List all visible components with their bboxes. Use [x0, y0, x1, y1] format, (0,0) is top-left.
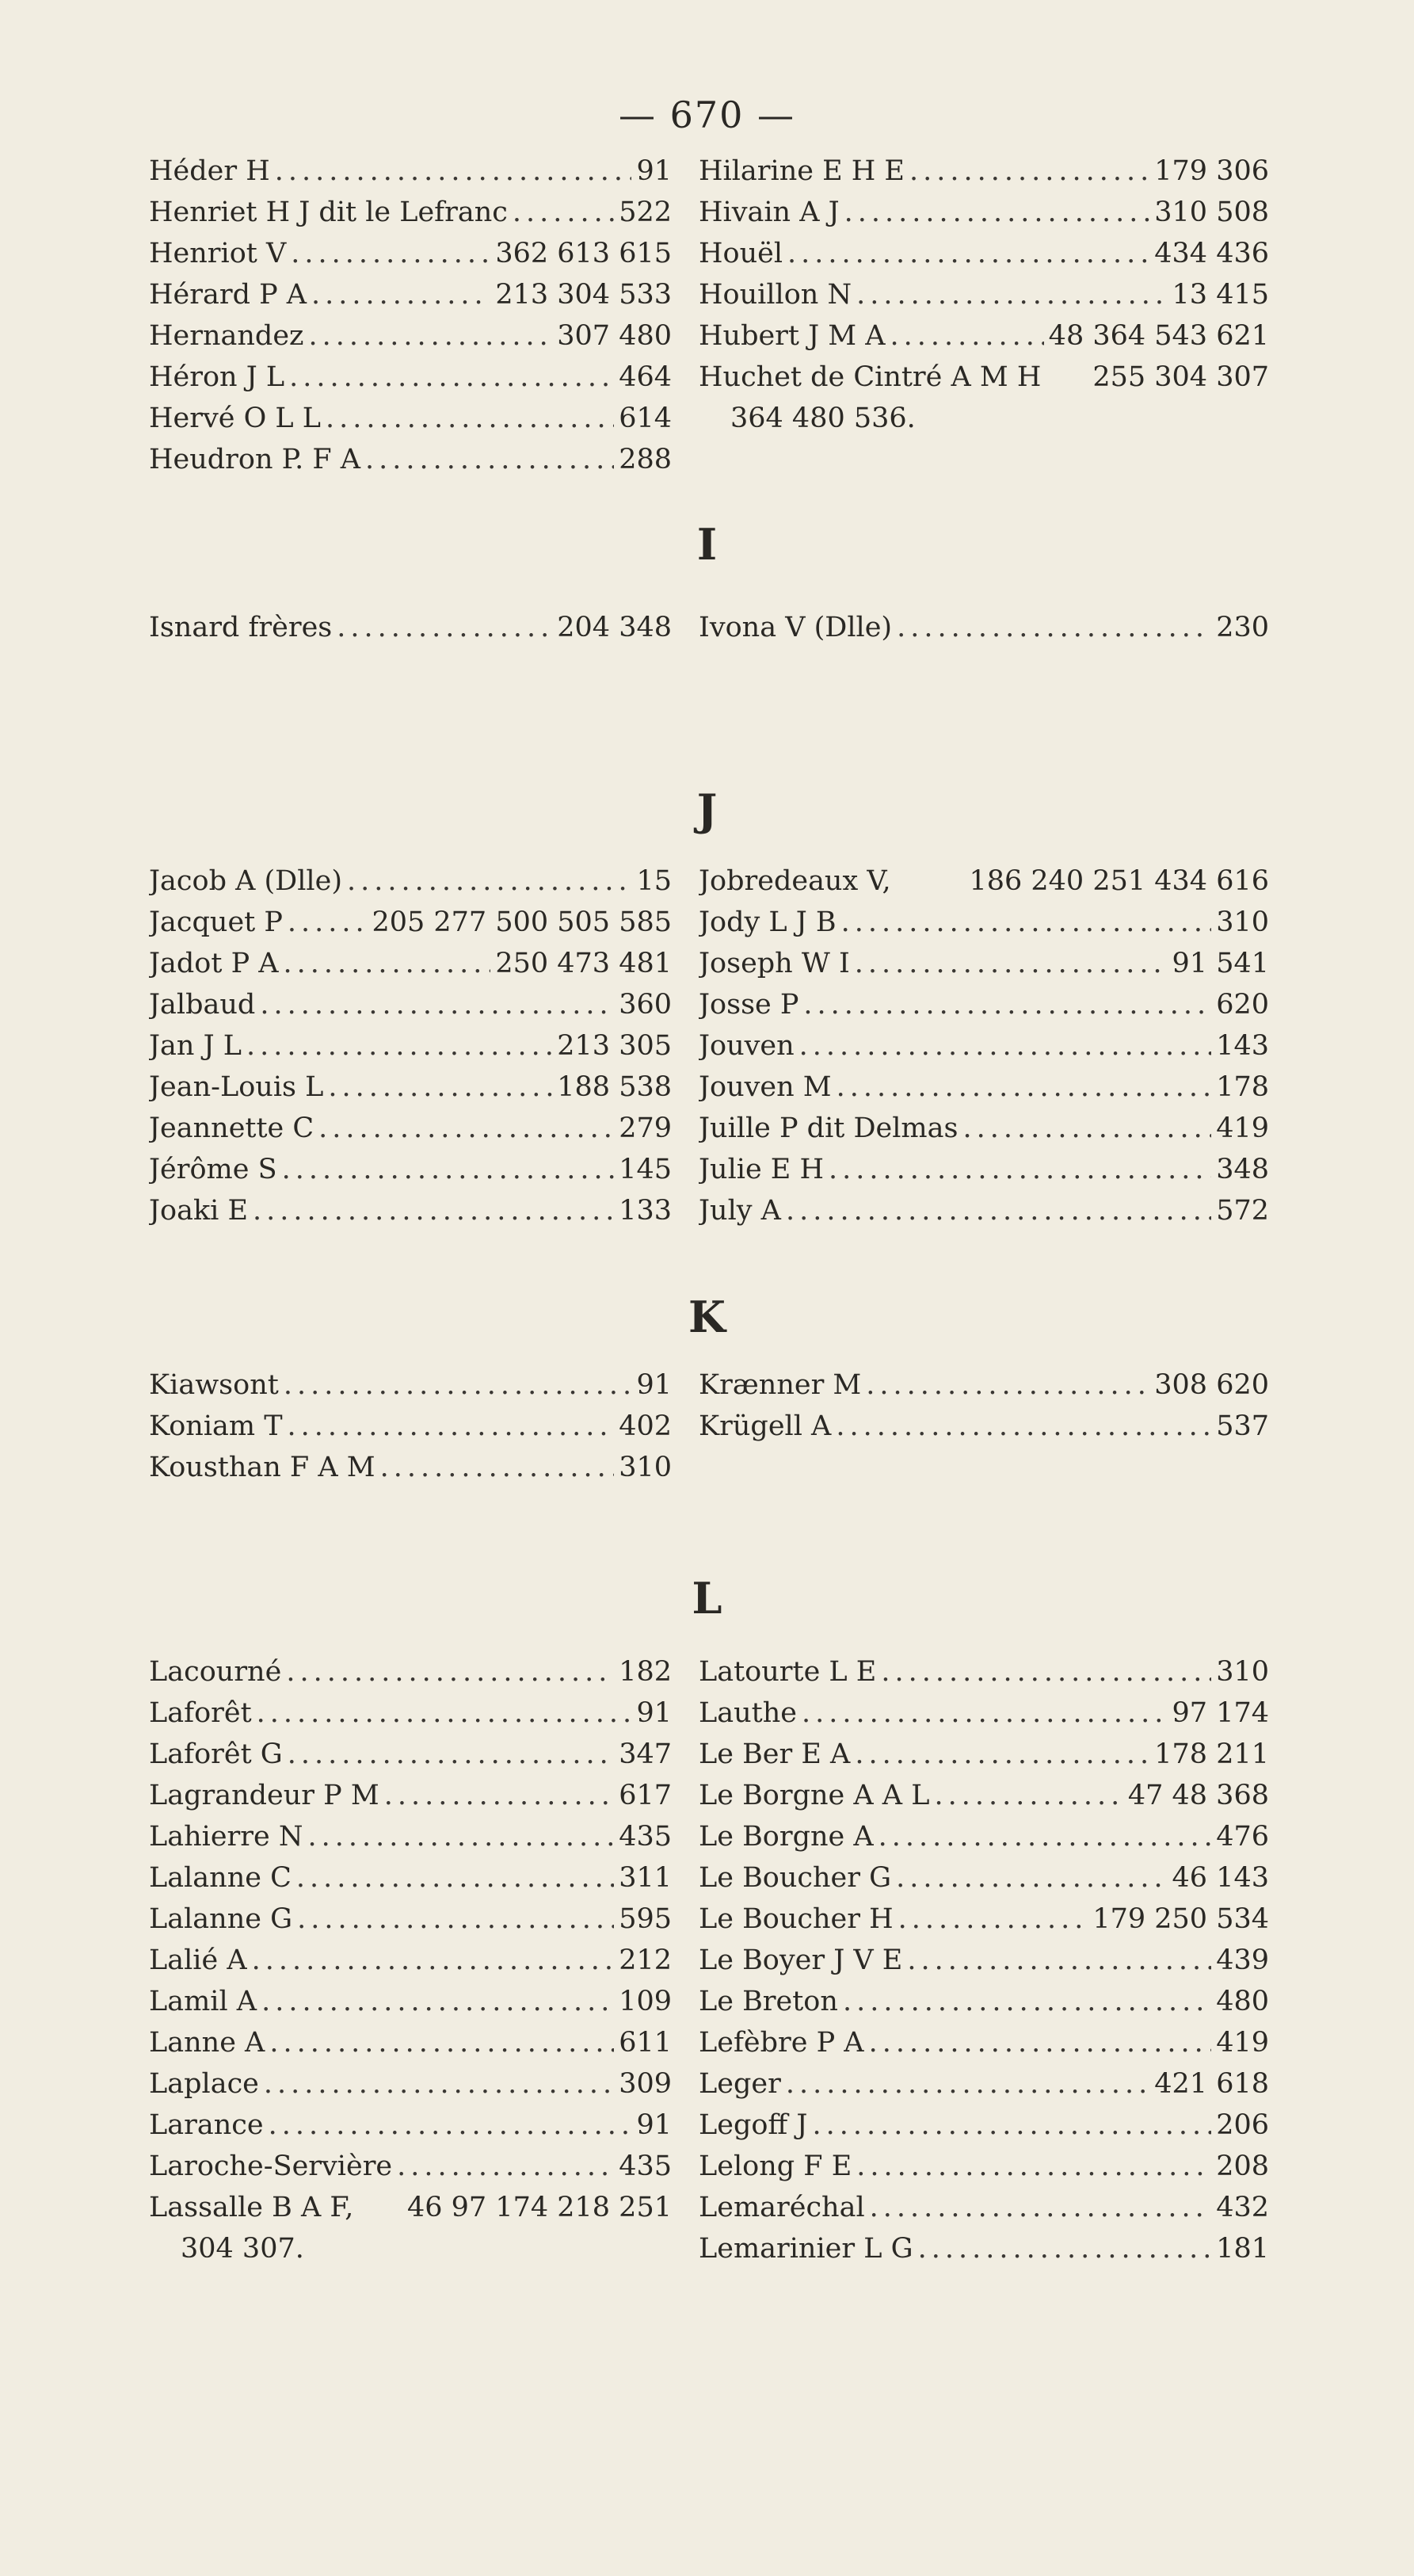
entry-pages: 435 [619, 2150, 672, 2182]
entry-pages: 310 [619, 1452, 672, 1483]
entry-pages: 208 [1216, 2150, 1269, 2182]
index-entry [699, 2233, 1269, 2274]
dot-leader [288, 1738, 614, 1770]
entry-name: Lagrandeur P M [149, 1780, 379, 1811]
entry-pages: 288 [619, 444, 672, 475]
entry-pages: 310 [1216, 906, 1269, 938]
entry-pages: 476 [1216, 1821, 1269, 1853]
dot-leader [347, 865, 631, 897]
dot-leader [308, 320, 552, 352]
dot-leader [380, 1452, 615, 1483]
index-entry [699, 1697, 1269, 1738]
dot-leader [856, 2150, 1211, 2182]
left-column [149, 1369, 783, 1493]
index-entry [699, 1986, 1269, 2027]
index-entry [699, 2109, 1269, 2150]
index-entry [699, 1944, 1269, 1986]
dot-leader [326, 403, 614, 434]
dot-leader [289, 361, 614, 393]
dot-leader [890, 320, 1044, 352]
entry-pages: 617 [619, 1780, 672, 1811]
entry-pages: 310 508 [1154, 197, 1269, 228]
section-letter: L [692, 1573, 722, 1624]
index-entry [149, 1903, 672, 1944]
index-entry [149, 1780, 672, 1821]
entry-pages: 188 538 [557, 1071, 672, 1103]
entry-name: Hilarine E H E [699, 155, 905, 187]
dot-leader [799, 1030, 1212, 1062]
index-entry [699, 1862, 1269, 1903]
section-letter: K [688, 1292, 726, 1342]
entry-name: Jouven [699, 1030, 795, 1062]
dot-leader [896, 1862, 1167, 1894]
dot-leader [786, 1195, 1211, 1227]
index-entry [699, 1780, 1269, 1821]
left-column [149, 865, 783, 1236]
dot-leader [269, 2109, 632, 2141]
entry-pages: 46 143 [1172, 1862, 1269, 1894]
dot-leader [384, 1780, 615, 1811]
entry-pages: 348 [1216, 1154, 1269, 1185]
right-column [699, 865, 1332, 1236]
entry-pages: 206 [1216, 2109, 1269, 2141]
index-entry [699, 948, 1269, 989]
index-entry [699, 197, 1269, 238]
index-entry [699, 2068, 1269, 2109]
dot-leader [934, 1780, 1122, 1811]
entry-name: Lalanne C [149, 1862, 292, 1894]
entry-name: Le Borgne A A L [699, 1780, 930, 1811]
entry-pages: 91 [636, 2109, 672, 2141]
entry-name: Ivona V (Dlle) [699, 612, 893, 643]
entry-pages: 179 250 534 [1092, 1903, 1269, 1935]
index-entry [149, 444, 672, 485]
index-entry [149, 1071, 672, 1112]
entry-pages: 595 [619, 1903, 672, 1935]
right-column [699, 1656, 1332, 2274]
dot-leader [881, 1656, 1211, 1688]
dot-leader [286, 1656, 614, 1688]
entry-name: Lacourné [149, 1656, 282, 1688]
entry-pages: 310 [1216, 1656, 1269, 1688]
left-column [149, 612, 783, 653]
entry-pages: 304 307. [181, 2233, 304, 2265]
index-entry [149, 1030, 672, 1071]
entry-pages: 145 [619, 1154, 672, 1185]
entry-name: Le Boucher G [699, 1862, 892, 1894]
entry-name: Héder H [149, 155, 270, 187]
entry-pages: 537 [1216, 1410, 1269, 1442]
entry-name: Jan J L [149, 1030, 242, 1062]
entry-pages: 308 620 [1154, 1369, 1269, 1401]
dot-leader [297, 1903, 614, 1935]
entry-name: Le Borgne A [699, 1821, 874, 1853]
entry-name: Le Breton [699, 1986, 838, 2017]
index-entry [149, 2068, 672, 2109]
entry-name: Lalanne G [149, 1903, 293, 1935]
entry-name: Krænner M [699, 1369, 862, 1401]
index-entry [149, 1154, 672, 1195]
dot-leader [252, 1944, 615, 1976]
entry-pages: 213 305 [557, 1030, 672, 1062]
dot-leader [855, 1738, 1149, 1770]
entry-pages: 435 [619, 1821, 672, 1853]
entry-pages: 109 [619, 1986, 672, 2017]
entry-pages: 311 [619, 1862, 672, 1894]
entry-name: Hervé O L L [149, 403, 322, 434]
index-entry [699, 612, 1269, 653]
dot-leader [253, 1195, 614, 1227]
dot-leader [837, 1071, 1212, 1103]
index-entry [149, 1697, 672, 1738]
entry-name: Hubert J M A [699, 320, 886, 352]
index-entry [699, 1195, 1269, 1236]
index-entry [149, 612, 672, 653]
dot-leader [513, 197, 614, 228]
entry-pages: 47 48 368 [1127, 1780, 1269, 1811]
dot-leader [879, 1821, 1212, 1853]
entry-name: Héron J L [149, 361, 285, 393]
index-entry [699, 1410, 1269, 1452]
dot-leader [284, 1369, 632, 1401]
dot-leader [918, 2233, 1212, 2265]
index-entry [149, 361, 672, 403]
entry-pages: 572 [1216, 1195, 1269, 1227]
index-entry [149, 1944, 672, 1986]
dot-leader [836, 1410, 1211, 1442]
index-entry [149, 1821, 672, 1862]
index-entry [699, 155, 1269, 197]
left-column [149, 155, 783, 485]
entry-name: Jobredeaux V, [699, 865, 891, 897]
entry-name: Leger [699, 2068, 781, 2100]
index-entry [149, 1452, 672, 1493]
entry-name: Laforêt [149, 1697, 252, 1729]
dot-leader [291, 238, 490, 269]
entry-pages: 46 97 174 218 251 [407, 2192, 672, 2223]
entry-pages: 182 [619, 1656, 672, 1688]
index-entry [149, 948, 672, 989]
entry-pages: 143 [1216, 1030, 1269, 1062]
entry-pages: 279 [619, 1112, 672, 1144]
entry-name: Laplace [149, 2068, 259, 2100]
entry-name: Joseph W I [699, 948, 850, 979]
dot-leader [870, 2192, 1212, 2223]
dot-leader [318, 1112, 614, 1144]
section-letter: J [696, 784, 718, 835]
entry-pages: 620 [1216, 989, 1269, 1021]
entry-pages: 402 [619, 1410, 672, 1442]
index-entry [699, 238, 1269, 279]
entry-pages: 97 174 [1172, 1697, 1269, 1729]
index-entry [699, 320, 1269, 361]
index-entry [149, 865, 672, 906]
entry-name: Lamil A [149, 1986, 257, 2017]
entry-name: Joaki E [149, 1195, 249, 1227]
entry-name: Hivain A J [699, 197, 840, 228]
entry-name: Le Boucher H [699, 1903, 894, 1935]
entry-pages: 434 436 [1154, 238, 1269, 269]
dot-leader [257, 1697, 632, 1729]
entry-name: Lemaréchal [699, 2192, 865, 2223]
entry-name: Le Boyer J V E [699, 1944, 903, 1976]
entry-pages: 611 [619, 2027, 672, 2059]
entry-name: Le Ber E A [699, 1738, 851, 1770]
right-column [699, 612, 1332, 653]
index-entry [699, 1656, 1269, 1697]
index-entry [149, 2027, 672, 2068]
index-entry [699, 865, 1269, 906]
index-entry [149, 1738, 672, 1780]
entry-name: Lassalle B A F, [149, 2192, 354, 2223]
index-entry [149, 1986, 672, 2027]
dot-leader [844, 197, 1150, 228]
entry-pages: 307 480 [557, 320, 672, 352]
entry-name: Lanne A [149, 2027, 265, 2059]
entry-name: Lauthe [699, 1697, 797, 1729]
dot-leader [909, 155, 1149, 187]
entry-name: Latourte L E [699, 1656, 877, 1688]
entry-name: Jacob A (Dlle) [149, 865, 342, 897]
index-entry [699, 1821, 1269, 1862]
index-entry [149, 197, 672, 238]
dot-leader [898, 1903, 1088, 1935]
entry-name: Larance [149, 2109, 264, 2141]
entry-pages: 421 618 [1154, 2068, 1269, 2100]
entry-pages: 419 [1216, 2027, 1269, 2059]
dot-leader [841, 906, 1212, 938]
index-entry [149, 1410, 672, 1452]
index-entry [699, 279, 1269, 320]
section-letter: I [696, 519, 718, 570]
dot-leader [869, 2027, 1212, 2059]
entry-name: Lefèbre P A [699, 2027, 864, 2059]
dot-leader [328, 1071, 552, 1103]
entry-name: Hérard P A [149, 279, 307, 311]
dot-leader [897, 612, 1211, 643]
index-entry [149, 2192, 672, 2233]
index-entry [149, 2150, 672, 2192]
index-entry [149, 989, 672, 1030]
right-column [699, 1369, 1332, 1452]
entry-name: Jouven M [699, 1071, 832, 1103]
entry-name: Jeannette C [149, 1112, 314, 1144]
index-entry [699, 2192, 1269, 2233]
index-entry [699, 1738, 1269, 1780]
dot-leader [866, 1369, 1149, 1401]
dot-leader [397, 2150, 614, 2182]
dot-leader [307, 1821, 614, 1853]
entry-pages: 13 415 [1172, 279, 1269, 311]
dot-leader [786, 2068, 1149, 2100]
index-entry [699, 2027, 1269, 2068]
entry-name: Kousthan F A M [149, 1452, 375, 1483]
dot-leader [907, 1944, 1211, 1976]
index-entry [149, 238, 672, 279]
entry-name: Koniam T [149, 1410, 283, 1442]
entry-name: Houël [699, 238, 783, 269]
entry-pages: 522 [619, 197, 672, 228]
dot-leader [855, 948, 1168, 979]
index-entry [699, 403, 1269, 444]
index-entry [149, 2109, 672, 2150]
dot-leader [812, 2109, 1211, 2141]
dot-leader [856, 279, 1167, 311]
entry-name: July A [699, 1195, 781, 1227]
entry-name: Jalbaud [149, 989, 256, 1021]
index-entry [149, 1656, 672, 1697]
right-column [699, 155, 1332, 444]
entry-name: Heudron P. F A [149, 444, 361, 475]
entry-pages: 364 480 536. [730, 403, 916, 434]
entry-pages: 212 [619, 1944, 672, 1976]
index-entry [149, 1369, 672, 1410]
index-entry [699, 1154, 1269, 1195]
entry-name: Jody L J B [699, 906, 837, 938]
index-entry [149, 320, 672, 361]
dot-leader [802, 1697, 1168, 1729]
left-column [149, 1656, 783, 2274]
index-entry [149, 906, 672, 948]
entry-pages: 360 [619, 989, 672, 1021]
dot-leader [284, 948, 491, 979]
dot-leader [829, 1154, 1211, 1185]
index-entry [699, 1071, 1269, 1112]
entry-pages: 48 364 543 621 [1048, 320, 1269, 352]
entry-pages: 432 [1216, 2192, 1269, 2223]
dot-leader [787, 238, 1149, 269]
entry-name: Hernandez [149, 320, 304, 352]
index-entry [149, 403, 672, 444]
dot-leader [962, 1112, 1211, 1144]
entry-name: Krügell A [699, 1410, 832, 1442]
index-entry [699, 1369, 1269, 1410]
entry-pages: 464 [619, 361, 672, 393]
index-entry [699, 2150, 1269, 2192]
entry-name: Julie E H [699, 1154, 824, 1185]
index-entry [699, 906, 1269, 948]
entry-name: Legoff J [699, 2109, 808, 2141]
index-entry [149, 279, 672, 320]
index-entry [699, 989, 1269, 1030]
entry-pages: 347 [619, 1738, 672, 1770]
entry-pages: 181 [1216, 2233, 1269, 2265]
entry-name: Jean-Louis L [149, 1071, 324, 1103]
entry-name: Laforêt G [149, 1738, 283, 1770]
entry-name: Jérôme S [149, 1154, 277, 1185]
entry-pages: 255 304 307 [1092, 361, 1269, 393]
dot-leader [803, 989, 1211, 1021]
dot-leader [275, 155, 632, 187]
index-entry [149, 1862, 672, 1903]
entry-name: Lahierre N [149, 1821, 303, 1853]
entry-name: Houillon N [699, 279, 852, 311]
entry-name: Jadot P A [149, 948, 279, 979]
dot-leader [288, 906, 368, 938]
index-entry [149, 155, 672, 197]
dot-leader [261, 1986, 614, 2017]
index-entry [699, 361, 1269, 403]
entry-pages: 91 541 [1172, 948, 1269, 979]
entry-name: Kiawsont [149, 1369, 279, 1401]
dot-leader [296, 1862, 614, 1894]
dot-leader [246, 1030, 552, 1062]
dot-leader [843, 1986, 1211, 2017]
entry-pages: 91 [636, 155, 672, 187]
entry-pages: 205 277 500 505 585 [372, 906, 672, 938]
entry-name: Laroche-Servière [149, 2150, 393, 2182]
entry-pages: 614 [619, 403, 672, 434]
entry-pages: 91 [636, 1697, 672, 1729]
dot-leader [337, 612, 552, 643]
entry-name: Isnard frères [149, 612, 333, 643]
entry-pages: 15 [636, 865, 672, 897]
entry-pages: 133 [619, 1195, 672, 1227]
entry-pages: 419 [1216, 1112, 1269, 1144]
dot-leader [269, 2027, 614, 2059]
dot-leader [365, 444, 614, 475]
entry-pages: 178 [1216, 1071, 1269, 1103]
dot-leader [282, 1154, 615, 1185]
entry-pages: 186 240 251 434 616 [969, 865, 1269, 897]
entry-pages: 178 211 [1154, 1738, 1269, 1770]
dot-leader [311, 279, 490, 311]
entry-pages: 179 306 [1154, 155, 1269, 187]
index-entry [149, 2233, 672, 2274]
entry-pages: 309 [619, 2068, 672, 2100]
entry-pages: 250 473 481 [495, 948, 672, 979]
entry-name: Lelong F E [699, 2150, 852, 2182]
entry-pages: 230 [1216, 612, 1269, 643]
entry-pages: 213 304 533 [495, 279, 672, 311]
index-entry [149, 1112, 672, 1154]
index-entry [699, 1112, 1269, 1154]
entry-pages: 204 348 [557, 612, 672, 643]
index-entry [149, 1195, 672, 1236]
entry-name: Henriet H J dit le Lefranc [149, 197, 508, 228]
entry-name: Lalié A [149, 1944, 247, 1976]
entry-name: Juille P dit Delmas [699, 1112, 959, 1144]
entry-name: Josse P [699, 989, 799, 1021]
page-number: — 670 — [618, 93, 796, 136]
entry-name: Henriot V [149, 238, 287, 269]
entry-pages: 439 [1216, 1944, 1269, 1976]
entry-name: Lemarinier L G [699, 2233, 913, 2265]
dot-leader [264, 2068, 614, 2100]
entry-pages: 362 613 615 [495, 238, 672, 269]
entry-name: Huchet de Cintré A M H [699, 361, 1042, 393]
dot-leader [260, 989, 614, 1021]
entry-name: Jacquet P [149, 906, 283, 938]
index-entry [699, 1030, 1269, 1071]
entry-pages: 480 [1216, 1986, 1269, 2017]
index-entry [699, 1903, 1269, 1944]
entry-pages: 91 [636, 1369, 672, 1401]
dot-leader [288, 1410, 615, 1442]
